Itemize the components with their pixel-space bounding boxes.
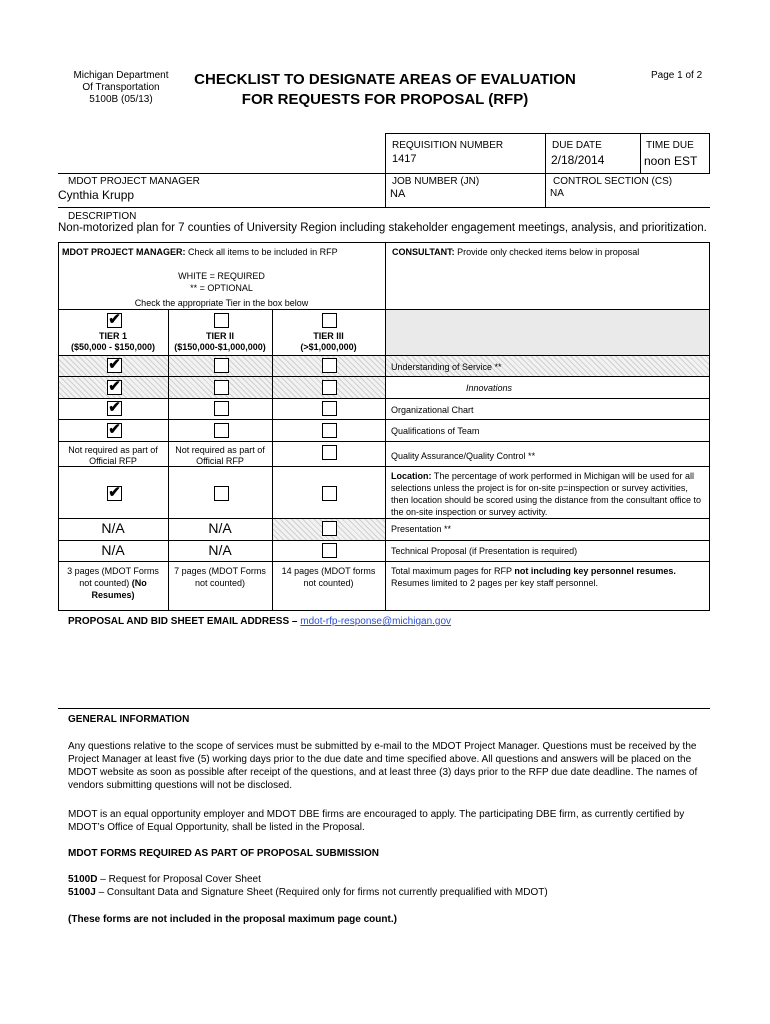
dbe-paragraph: MDOT is an equal opportunity employer and MDOT DBE firms are encouraged to apply. The participating DBE firm, as currently certified by MDOT’s Office of Equal Opportunity, shall be listed in the Proposal. [68,809,685,833]
qualifications-tier3-checkbox[interactable] [322,423,337,438]
consultant-instruction: CONSULTANT: Provide only checked items below in proposal [392,247,640,257]
job-number: NA [390,188,406,200]
page-limit-tier3: 14 pages (MDOT forms not counted) [281,566,376,588]
project-manager-name: Cynthia Krupp [58,188,135,202]
time-due-label: TIME DUE [646,140,694,151]
item-innovations: Innovations [466,383,513,393]
legend-optional: ** = OPTIONAL [190,283,253,293]
technical-tier2-na: N/A [208,542,232,558]
understanding-tier2-checkbox[interactable] [214,358,229,373]
email-label: PROPOSAL AND BID SHEET EMAIL ADDRESS – [68,616,301,627]
technical-tier1-na: N/A [101,542,125,558]
general-info-paragraph: Any questions relative to the scope of services must be submitted by e-mail to the MDOT Project Manager. Questions must be received by the Project Manager at least five (5) working days prior to the due date and time specified above. All questions and answers will be placed on the MDOT website as soon as possible after receipt of the questions, and at least three (3) days prior to the RFP due date deadline. The names of vendors submitting questions will not be disclosed. [68,741,698,791]
tier1-name: TIER 1 [98,331,127,341]
page-title [180,70,590,110]
shaded-header [386,309,709,360]
control-section: NA [550,188,564,199]
max-pages-note: Total maximum pages for RFP not including key personnel resumes. Resumes limited to 2 pages per key staff personnel. [391,566,676,588]
innovations-tier2-checkbox[interactable] [214,380,229,395]
hatched-row [58,355,710,376]
job-number-label: JOB NUMBER (JN) [392,176,480,187]
item-qaqc: Quality Assurance/Quality Control ** [391,451,536,461]
item-qualifications: Qualifications of Team [391,426,480,436]
legend-required: WHITE = REQUIRED [178,271,265,281]
legend [58,270,385,294]
location-tier1-checkbox[interactable]: ✔ [108,484,121,501]
tier1-range: ($50,000 - $150,000) [70,342,156,352]
understanding-tier1-checkbox[interactable]: ✔ [108,356,121,373]
requisition-label: REQUISITION NUMBER [392,140,504,151]
form-id: 5100B (05/13) [89,94,153,105]
qualifications-tier1-checkbox[interactable]: ✔ [108,421,121,438]
org-chart-tier2-checkbox[interactable] [214,401,229,416]
item-org-chart: Organizational Chart [391,405,474,415]
org-chart-tier1-checkbox[interactable]: ✔ [108,399,121,416]
page-limit-tier1: 3 pages (MDOT Forms not counted) (No Resumes) [67,566,159,600]
email-line [68,616,451,627]
innovations-tier1-checkbox[interactable]: ✔ [108,378,121,395]
location-tier3-checkbox[interactable] [322,486,337,501]
item-understanding: Understanding of Service ** [391,362,502,372]
location-tier2-checkbox[interactable] [214,486,229,501]
tier3-range: (>$1,000,000) [300,342,357,352]
page-number: Page 1 of 2 [651,70,703,81]
tier1-checkbox[interactable]: ✔ [108,311,121,328]
tier-instruction: Check the appropriate Tier in the box below [134,298,309,308]
not-required-tier1: Not required as part of Official RFP [68,445,158,466]
item-technical-proposal: Technical Proposal (if Presentation is required) [391,546,578,556]
due-date-label: DUE DATE [552,140,602,151]
form-5100j: 5100J – Consultant Data and Signature Sheet (Required only for firms not currently prequalified with MDOT) [68,887,548,898]
email-link[interactable]: mdot-rfp-response@michigan.gov [300,616,452,627]
description: Non-motorized plan for 7 counties of University Region including stakeholder engagement meetings, analysis, and prioritization. [58,222,707,234]
presentation-tier2-na: N/A [208,520,232,536]
tier2-checkbox[interactable] [214,313,229,328]
not-required-tier2: Not required as part of Official RFP [175,445,265,466]
presentation-tier3-checkbox[interactable] [322,521,337,536]
org-chart-tier3-checkbox[interactable] [322,401,337,416]
tier3-checkbox[interactable] [322,313,337,328]
tier3-name: TIER III [313,331,344,341]
tier2-range: ($150,000-$1,000,000) [174,342,266,352]
department-name-line2: Of Transportation [82,82,160,93]
control-section-label: CONTROL SECTION (CS) [553,176,673,187]
tier2-name: TIER II [205,331,234,341]
tier2-label [168,331,272,353]
title-line2: FOR REQUESTS FOR PROPOSAL (RFP) [241,91,529,108]
form-5100d: 5100D – Request for Proposal Cover Sheet [68,874,261,885]
forms-note: (These forms are not included in the proposal maximum page count.) [68,914,397,925]
pm-instruction: MDOT PROJECT MANAGER: Check all items to be included in RFP [62,247,338,257]
presentation-tier1-na: N/A [101,520,125,536]
forms-heading: MDOT FORMS REQUIRED AS PART OF PROPOSAL SUBMISSION [68,848,379,859]
page-limit-tier2: 7 pages (MDOT Forms not counted) [174,566,266,588]
qualifications-tier2-checkbox[interactable] [214,423,229,438]
project-manager-label: MDOT PROJECT MANAGER [68,176,200,187]
department-block [62,70,180,106]
time-due: noon EST [644,154,698,168]
understanding-tier3-checkbox[interactable] [322,358,337,373]
item-presentation: Presentation ** [391,524,452,534]
requisition-number: 1417 [392,153,417,165]
due-date: 2/18/2014 [551,153,605,167]
description-label: DESCRIPTION [68,211,137,222]
title-line1: CHECKLIST TO DESIGNATE AREAS OF EVALUATION [194,71,576,88]
qaqc-tier3-checkbox[interactable] [322,445,337,460]
item-location: Location: The percentage of work performed in Michigan will be used for all selections unless the project is for on-site p=inspection or survey activities, then location should be scored using the distance from the consultant office to the on-site inspection or survey activity. [391,471,702,517]
tier3-label [272,331,385,353]
tier1-label [58,331,168,353]
technical-tier3-checkbox[interactable] [322,543,337,558]
department-name: Michigan Department [73,70,169,81]
general-info-heading: GENERAL INFORMATION [68,714,190,725]
innovations-tier3-checkbox[interactable] [322,380,337,395]
